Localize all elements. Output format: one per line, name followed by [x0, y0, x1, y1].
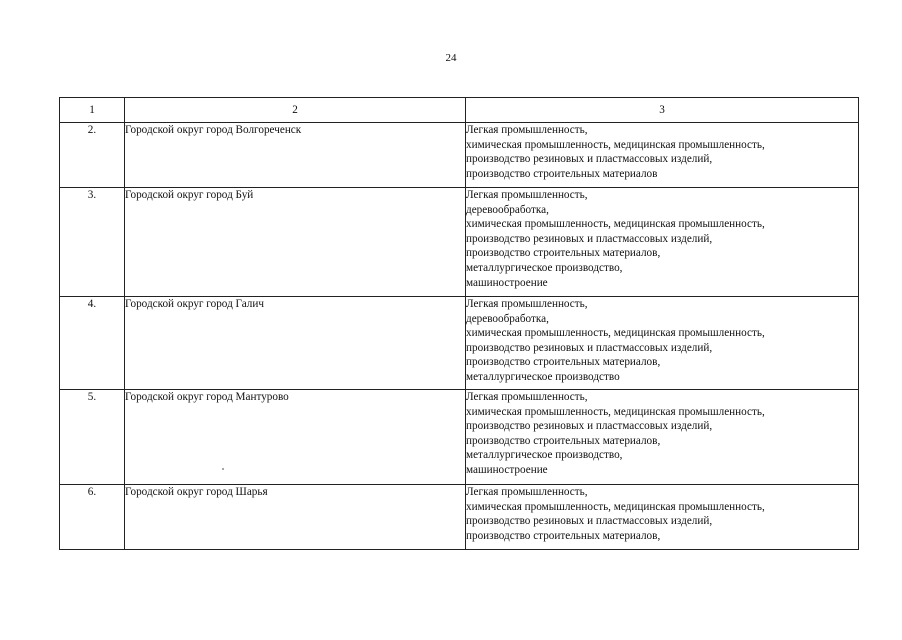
industry-line: деревообработка,: [466, 203, 549, 216]
industry-line: химическая промышленность, медицинская промышленность,: [466, 405, 765, 418]
row-number: 3.: [60, 188, 125, 297]
table-row: [60, 390, 859, 485]
industry-line: Легкая промышленность,: [466, 486, 588, 498]
industry-line: химическая промышленность, медицинская промышленность,: [466, 218, 765, 231]
industry-line: производство резиновых и пластмассовых изделий,: [466, 515, 713, 528]
industry-line: производство строительных материалов,: [466, 356, 661, 369]
data-table: [59, 97, 859, 550]
industry-line: производство строительных материалов,: [466, 247, 661, 260]
industry-line: производство резиновых и пластмассовых изделий,: [466, 341, 713, 354]
industry-line: Легкая промышленность,: [466, 391, 588, 403]
industry-line: деревообработка,: [466, 312, 549, 325]
industries-cell: [466, 485, 859, 550]
row-number: 6.: [60, 485, 125, 550]
industry-line: производство резиновых и пластмассовых изделий,: [466, 420, 713, 433]
industry-line: химическая промышленность, медицинская промышленность,: [466, 500, 765, 513]
municipality-name: Городской округ город Шарья: [125, 485, 466, 550]
industry-line: Легкая промышленность,: [466, 298, 588, 310]
municipality-name: Городской округ город Галич: [125, 297, 466, 390]
industry-line: металлургическое производство,: [466, 449, 623, 462]
industry-line: химическая промышленность, медицинская промышленность,: [466, 327, 765, 340]
column-header-3: 3: [466, 98, 859, 123]
row-number: 5.: [60, 390, 125, 485]
industries-cell: [466, 188, 859, 297]
municipality-name: Городской округ город Мантурово: [125, 390, 466, 485]
industry-line: Легкая промышленность,: [466, 124, 588, 136]
industry-line: производство строительных материалов,: [466, 529, 661, 542]
row-number: 2.: [60, 123, 125, 188]
municipality-name: Городской округ город Буй: [125, 188, 466, 297]
industries-cell: [466, 390, 859, 485]
industry-line: химическая промышленность, медицинская промышленность,: [466, 138, 765, 151]
table-row: [60, 188, 859, 297]
industry-line: производство резиновых и пластмассовых изделий,: [466, 153, 713, 166]
row-number: 4.: [60, 297, 125, 390]
scan-speck: [222, 468, 224, 470]
industry-line: машиностроение: [466, 463, 548, 476]
table-row: [60, 123, 859, 188]
industry-line: Легкая промышленность,: [466, 189, 588, 201]
industry-line: металлургическое производство,: [466, 261, 623, 274]
industries-cell: [466, 123, 859, 188]
page-number: 24: [445, 52, 457, 64]
industry-line: машиностроение: [466, 276, 548, 289]
municipality-name: Городской округ город Волгореченск: [125, 123, 466, 188]
table-row: [60, 297, 859, 390]
industry-line: производство резиновых и пластмассовых изделий,: [466, 232, 713, 245]
industry-line: производство строительных материалов: [466, 167, 658, 180]
column-header-2: 2: [125, 98, 466, 123]
industry-line: производство строительных материалов,: [466, 434, 661, 447]
industry-line: металлургическое производство: [466, 370, 620, 383]
table-row: [60, 485, 859, 550]
table-header-row: [60, 98, 859, 123]
column-header-1: 1: [60, 98, 125, 123]
industries-cell: [466, 297, 859, 390]
